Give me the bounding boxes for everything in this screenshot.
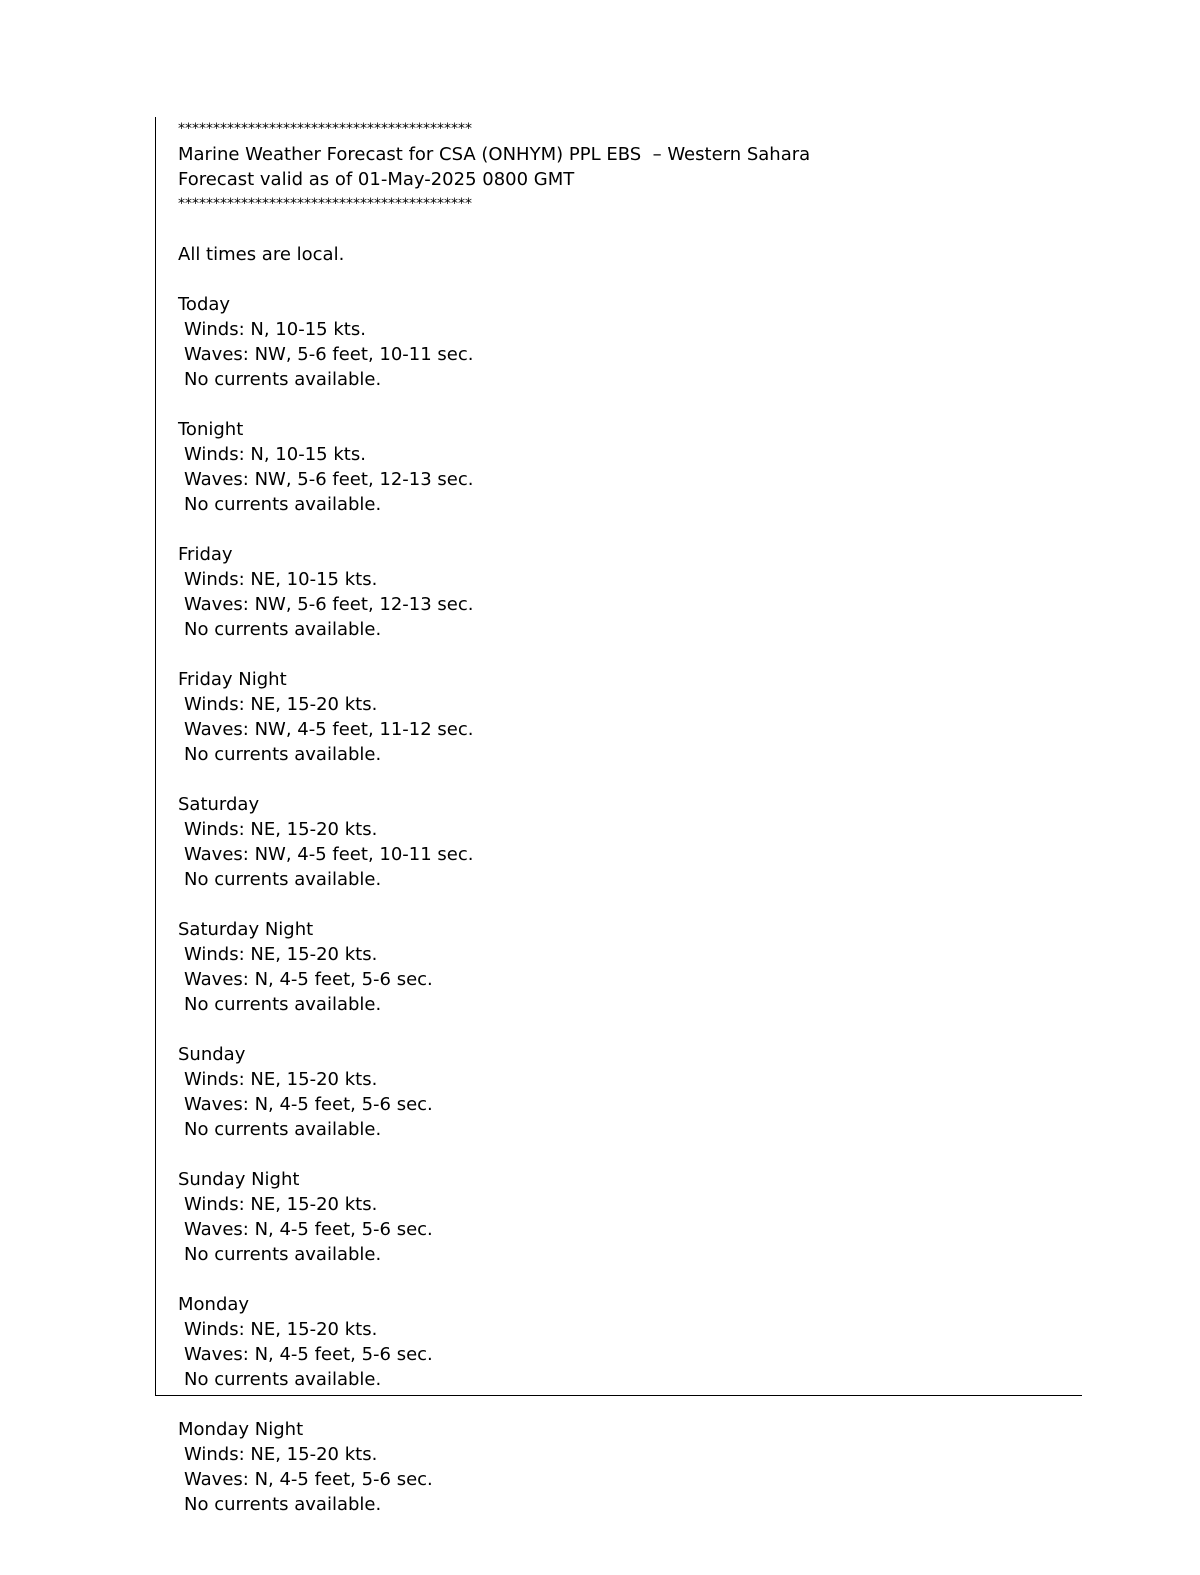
spacer bbox=[178, 1017, 1058, 1042]
period-currents: No currents available. bbox=[184, 1369, 382, 1390]
forecast-period bbox=[178, 417, 1058, 542]
period-name: Tonight bbox=[178, 419, 244, 440]
spacer bbox=[178, 767, 1058, 792]
period-waves: Waves: NW, 4-5 feet, 11-12 sec. bbox=[184, 719, 474, 740]
spacer bbox=[178, 1392, 1058, 1417]
spacer bbox=[178, 517, 1058, 542]
period-winds: Winds: N, 10-15 kts. bbox=[184, 444, 366, 465]
spacer bbox=[178, 392, 1058, 417]
period-waves: Waves: NW, 5-6 feet, 12-13 sec. bbox=[184, 469, 474, 490]
period-winds: Winds: NE, 10-15 kts. bbox=[184, 569, 378, 590]
period-waves: Waves: N, 4-5 feet, 5-6 sec. bbox=[184, 1344, 433, 1365]
period-currents: No currents available. bbox=[184, 1494, 382, 1515]
period-name: Monday Night bbox=[178, 1419, 304, 1440]
period-currents: No currents available. bbox=[184, 369, 382, 390]
header-stars-top: ****************************************** bbox=[178, 121, 472, 137]
period-waves: Waves: N, 4-5 feet, 5-6 sec. bbox=[184, 969, 433, 990]
period-waves: Waves: NW, 4-5 feet, 10-11 sec. bbox=[184, 844, 474, 865]
times-note: All times are local. bbox=[178, 244, 345, 265]
period-waves: Waves: N, 4-5 feet, 5-6 sec. bbox=[184, 1469, 433, 1490]
forecast-period bbox=[178, 667, 1058, 792]
spacer bbox=[178, 642, 1058, 667]
forecast-period bbox=[178, 792, 1058, 917]
spacer bbox=[178, 1267, 1058, 1292]
period-winds: Winds: NE, 15-20 kts. bbox=[184, 1319, 378, 1340]
period-waves: Waves: N, 4-5 feet, 5-6 sec. bbox=[184, 1219, 433, 1240]
period-name: Monday bbox=[178, 1294, 250, 1315]
forecast-period bbox=[178, 917, 1058, 1042]
period-name: Today bbox=[178, 294, 231, 315]
period-currents: No currents available. bbox=[184, 994, 382, 1015]
period-currents: No currents available. bbox=[184, 744, 382, 765]
period-winds: Winds: NE, 15-20 kts. bbox=[184, 694, 378, 715]
forecast-period bbox=[178, 292, 1058, 417]
forecast-valid-time: Forecast valid as of 01-May-2025 0800 GMT bbox=[178, 169, 575, 190]
period-winds: Winds: NE, 15-20 kts. bbox=[184, 1069, 378, 1090]
forecast-period bbox=[178, 1292, 1058, 1417]
period-currents: No currents available. bbox=[184, 494, 382, 515]
forecast-period bbox=[178, 542, 1058, 667]
period-currents: No currents available. bbox=[184, 619, 382, 640]
period-waves: Waves: NW, 5-6 feet, 12-13 sec. bbox=[184, 594, 474, 615]
period-currents: No currents available. bbox=[184, 869, 382, 890]
period-winds: Winds: N, 10-15 kts. bbox=[184, 319, 366, 340]
header-stars-bottom: ****************************************** bbox=[178, 196, 472, 212]
period-currents: No currents available. bbox=[184, 1244, 382, 1265]
period-name: Friday Night bbox=[178, 669, 287, 690]
period-waves: Waves: NW, 5-6 feet, 10-11 sec. bbox=[184, 344, 474, 365]
period-winds: Winds: NE, 15-20 kts. bbox=[184, 944, 378, 965]
period-waves: Waves: N, 4-5 feet, 5-6 sec. bbox=[184, 1094, 433, 1115]
spacer bbox=[178, 217, 1058, 242]
forecast-document bbox=[178, 117, 1058, 1517]
spacer bbox=[178, 892, 1058, 917]
period-name: Friday bbox=[178, 544, 233, 565]
spacer bbox=[178, 1142, 1058, 1167]
period-name: Saturday Night bbox=[178, 919, 314, 940]
forecast-period bbox=[178, 1042, 1058, 1167]
period-winds: Winds: NE, 15-20 kts. bbox=[184, 819, 378, 840]
period-winds: Winds: NE, 15-20 kts. bbox=[184, 1194, 378, 1215]
forecast-periods bbox=[178, 292, 1058, 1517]
forecast-period bbox=[178, 1417, 1058, 1517]
period-currents: No currents available. bbox=[184, 1119, 382, 1140]
period-name: Sunday bbox=[178, 1044, 246, 1065]
period-winds: Winds: NE, 15-20 kts. bbox=[184, 1444, 378, 1465]
forecast-title: Marine Weather Forecast for CSA (ONHYM) PPL EBS – Western Sahara bbox=[178, 144, 811, 165]
forecast-period bbox=[178, 1167, 1058, 1292]
spacer bbox=[178, 267, 1058, 292]
period-name: Sunday Night bbox=[178, 1169, 300, 1190]
period-name: Saturday bbox=[178, 794, 260, 815]
left-border-rule bbox=[155, 117, 156, 1396]
